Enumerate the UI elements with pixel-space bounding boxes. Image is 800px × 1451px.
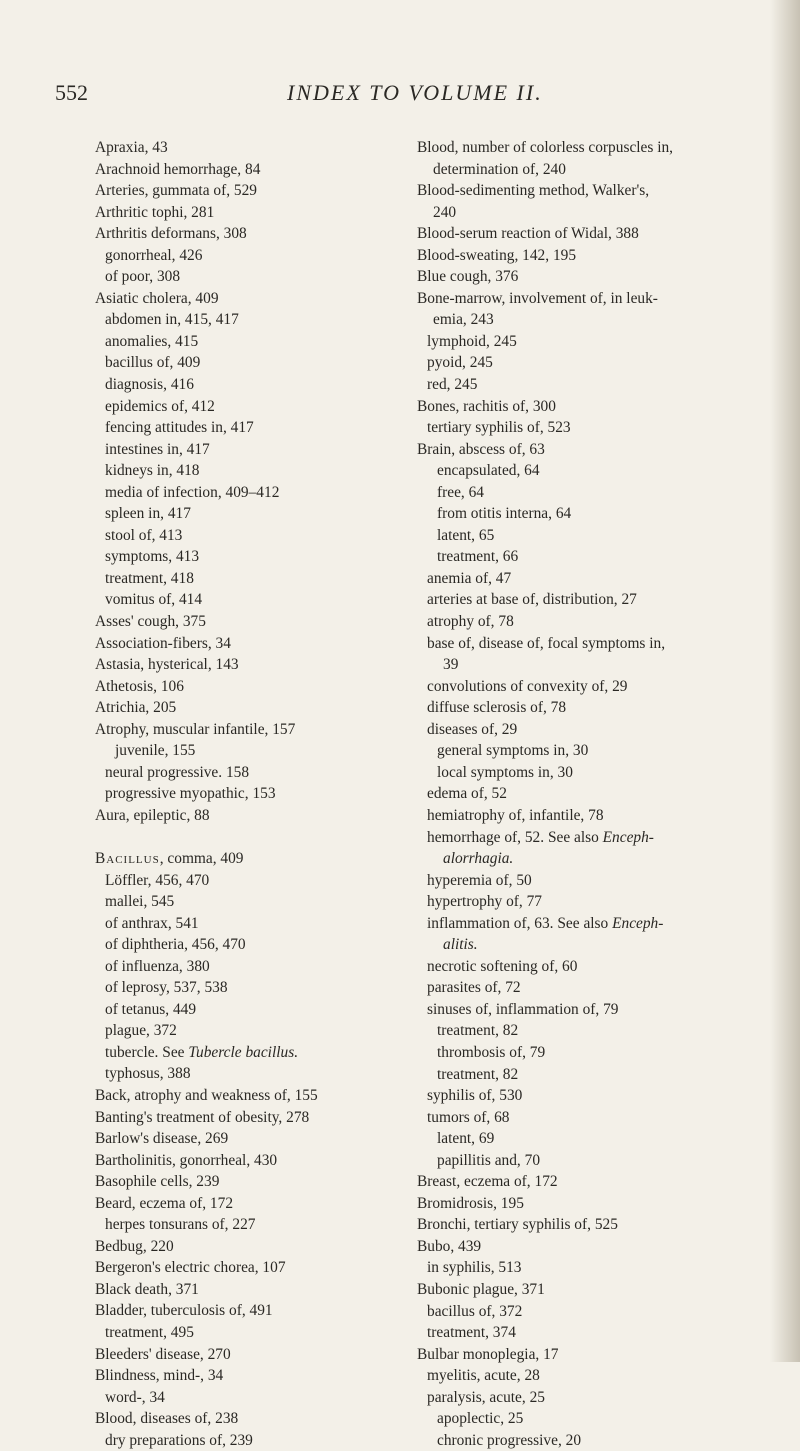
index-entry: epidemics of, 412 xyxy=(105,397,215,415)
index-entry: from otitis interna, 64 xyxy=(437,505,572,523)
index-entry: edema of, 52 xyxy=(427,785,507,803)
index-entry: gonorrheal, 426 xyxy=(105,246,203,264)
index-entry: hyperemia of, 50 xyxy=(427,871,532,889)
index-entry: intestines in, 417 xyxy=(105,440,210,458)
index-entry: bacillus of, 372 xyxy=(427,1302,523,1320)
index-entry: hypertrophy of, 77 xyxy=(427,893,542,911)
index-entry: neural progressive. 158 xyxy=(105,763,250,781)
index-entry: free, 64 xyxy=(437,483,484,501)
index-section-gap xyxy=(95,827,395,849)
index-entry: diagnosis, 416 xyxy=(105,376,194,394)
index-entry: Arachnoid hemorrhage, 84 xyxy=(95,160,261,178)
index-entry: alitis. xyxy=(443,936,478,954)
index-entry: treatment, 66 xyxy=(437,548,519,566)
index-entry: anemia of, 47 xyxy=(427,569,512,587)
index-entry: word-, 34 xyxy=(105,1388,165,1406)
index-entry: Black death, 371 xyxy=(95,1280,199,1298)
index-entry: Apraxia, 43 xyxy=(95,139,168,156)
index-column-left xyxy=(95,137,395,1451)
index-entry: treatment, 418 xyxy=(105,569,194,587)
index-entry: abdomen in, 415, 417 xyxy=(105,311,239,329)
index-entry: 240 xyxy=(433,203,457,221)
index-entry: Arthritic tophi, 281 xyxy=(95,203,215,221)
index-entry: media of infection, 409–412 xyxy=(105,483,280,501)
index-entry: kidneys in, 418 xyxy=(105,462,200,480)
index-entry: encapsulated, 64 xyxy=(437,462,540,480)
index-entry: necrotic softening of, 60 xyxy=(427,957,578,975)
index-entry: Bubo, 439 xyxy=(417,1237,482,1255)
index-entry: Blindness, mind-, 34 xyxy=(95,1367,224,1385)
index-entry: Atrichia, 205 xyxy=(95,699,177,717)
index-entry: treatment, 495 xyxy=(105,1324,194,1342)
index-entry: of diphtheria, 456, 470 xyxy=(105,936,246,954)
index-entry: Bronchi, tertiary syphilis of, 525 xyxy=(417,1216,618,1234)
index-entry: dry preparations of, 239 xyxy=(105,1431,253,1449)
index-entry: atrophy of, 78 xyxy=(427,613,514,631)
index-entry: latent, 69 xyxy=(437,1130,495,1148)
index-entry: parasites of, 72 xyxy=(427,979,521,997)
index-entry: mallei, 545 xyxy=(105,893,175,911)
index-entry: Asiatic cholera, 409 xyxy=(95,289,219,307)
index-entry: Blue cough, 376 xyxy=(417,268,519,286)
index-entry: emia, 243 xyxy=(433,311,494,329)
index-entry: Bromidrosis, 195 xyxy=(417,1194,524,1212)
index-entry: tertiary syphilis of, 523 xyxy=(427,419,571,437)
index-entry: sinuses of, inflammation of, 79 xyxy=(427,1000,619,1018)
index-entry: Basophile cells, 239 xyxy=(95,1173,220,1191)
index-entry: herpes tonsurans of, 227 xyxy=(105,1216,256,1234)
index-entry: syphilis of, 530 xyxy=(427,1087,523,1105)
index-entry: of influenza, 380 xyxy=(105,957,210,975)
index-entry: in syphilis, 513 xyxy=(427,1259,522,1277)
index-entry: determination of, 240 xyxy=(433,160,566,178)
index-entry: lymphoid, 245 xyxy=(427,332,517,350)
index-entry: Banting's treatment of obesity, 278 xyxy=(95,1108,310,1126)
index-entry: of poor, 308 xyxy=(105,268,181,286)
index-entry: Association-fibers, 34 xyxy=(95,634,231,652)
index-entry: Blood-sweating, 142, 195 xyxy=(417,246,577,264)
index-entry: Atrophy, muscular infantile, 157 xyxy=(95,720,296,738)
index-entry: progressive myopathic, 153 xyxy=(105,785,276,803)
index-entry: convolutions of convexity of, 29 xyxy=(427,677,628,695)
index-entry: Bones, rachitis of, 300 xyxy=(417,397,556,415)
index-entry: inflammation of, 63. See also Enceph- xyxy=(427,914,664,932)
index-entry: symptoms, 413 xyxy=(105,548,200,566)
index-entry: treatment, 82 xyxy=(437,1065,519,1083)
index-entry: Blood-sedimenting method, Walker's, xyxy=(417,182,650,200)
index-entry: Bulbar monoplegia, 17 xyxy=(417,1345,559,1363)
index-entry: base of, disease of, focal symptoms in, xyxy=(427,634,666,652)
index-entry: typhosus, 388 xyxy=(105,1065,191,1083)
index-entry: alorrhagia. xyxy=(443,850,514,868)
page-number: 552 xyxy=(55,80,88,105)
index-entry: plague, 372 xyxy=(105,1022,177,1040)
index-entry: papillitis and, 70 xyxy=(437,1151,541,1169)
index-entry: Astasia, hysterical, 143 xyxy=(95,656,239,674)
index-entry: diseases of, 29 xyxy=(427,720,518,738)
index-entry: Bladder, tuberculosis of, 491 xyxy=(95,1302,273,1320)
index-entry: Brain, abscess of, 63 xyxy=(417,440,545,458)
index-entry: Bergeron's electric chorea, 107 xyxy=(95,1259,286,1277)
index-entry: Arteries, gummata of, 529 xyxy=(95,182,257,200)
index-entry: Bartholinitis, gonorrheal, 430 xyxy=(95,1151,278,1169)
index-entry: Bubonic plague, 371 xyxy=(417,1280,545,1298)
index-entry: Löffler, 456, 470 xyxy=(105,871,210,889)
index-entry: diffuse sclerosis of, 78 xyxy=(427,699,567,717)
index-entry: spleen in, 417 xyxy=(105,505,191,523)
index-entry: chronic progressive, 20 xyxy=(437,1431,582,1449)
index-entry: Blood, diseases of, 238 xyxy=(95,1410,239,1428)
index-entry: tubercle. See Tubercle bacillus. xyxy=(105,1043,299,1061)
index-entry: juvenile, 155 xyxy=(115,742,196,760)
index-entry: fencing attitudes in, 417 xyxy=(105,419,254,437)
index-entry: Bedbug, 220 xyxy=(95,1237,174,1255)
index-entry: pyoid, 245 xyxy=(427,354,493,372)
index-entry: Asses' cough, 375 xyxy=(95,613,206,631)
index-entry: Beard, eczema of, 172 xyxy=(95,1194,234,1212)
index-entry: paralysis, acute, 25 xyxy=(427,1388,545,1406)
index-entry: apoplectic, 25 xyxy=(437,1410,524,1428)
index-entry: local symptoms in, 30 xyxy=(437,763,573,781)
index-entry: Barlow's disease, 269 xyxy=(95,1130,229,1148)
index-entry: Back, atrophy and weakness of, 155 xyxy=(95,1087,318,1105)
index-entry: arteries at base of, distribution, 27 xyxy=(427,591,637,609)
index-entry: treatment, 374 xyxy=(427,1324,516,1342)
index-entry: Aura, epileptic, 88 xyxy=(95,806,210,824)
index-entry: 39 xyxy=(443,656,459,674)
index-entry: general symptoms in, 30 xyxy=(437,742,589,760)
index-entry: Athetosis, 106 xyxy=(95,677,184,695)
index-entry: treatment, 82 xyxy=(437,1022,519,1040)
index-entry: hemorrhage of, 52. See also Enceph- xyxy=(427,828,654,846)
index-entry: hemiatrophy of, infantile, 78 xyxy=(427,806,604,824)
index-entry: stool of, 413 xyxy=(105,526,183,544)
index-entry: Bleeders' disease, 270 xyxy=(95,1345,231,1363)
page-edge-shadow xyxy=(770,0,800,1362)
index-entry: Bacillus, comma, 409 xyxy=(95,850,244,867)
index-entry: tumors of, 68 xyxy=(427,1108,510,1126)
index-entry: of anthrax, 541 xyxy=(105,914,199,932)
index-entry: Arthritis deformans, 308 xyxy=(95,225,247,243)
index-entry: red, 245 xyxy=(427,376,478,394)
page-header xyxy=(55,80,755,116)
index-entry: Bone-marrow, involvement of, in leuk- xyxy=(417,289,658,307)
index-column-right xyxy=(417,137,747,1451)
running-head: INDEX TO VOLUME II. xyxy=(287,80,543,105)
index-entry: latent, 65 xyxy=(437,526,495,544)
index-entry: thrombosis of, 79 xyxy=(437,1043,546,1061)
index-entry: Blood, number of colorless corpuscles in, xyxy=(417,139,674,156)
index-entry: myelitis, acute, 28 xyxy=(427,1367,540,1385)
index-entry: Breast, eczema of, 172 xyxy=(417,1173,558,1191)
index-entry: bacillus of, 409 xyxy=(105,354,201,372)
index-entry: vomitus of, 414 xyxy=(105,591,203,609)
index-entry: of tetanus, 449 xyxy=(105,1000,197,1018)
index-entry: Blood-serum reaction of Widal, 388 xyxy=(417,225,639,243)
index-entry: of leprosy, 537, 538 xyxy=(105,979,228,997)
index-entry: anomalies, 415 xyxy=(105,332,199,350)
